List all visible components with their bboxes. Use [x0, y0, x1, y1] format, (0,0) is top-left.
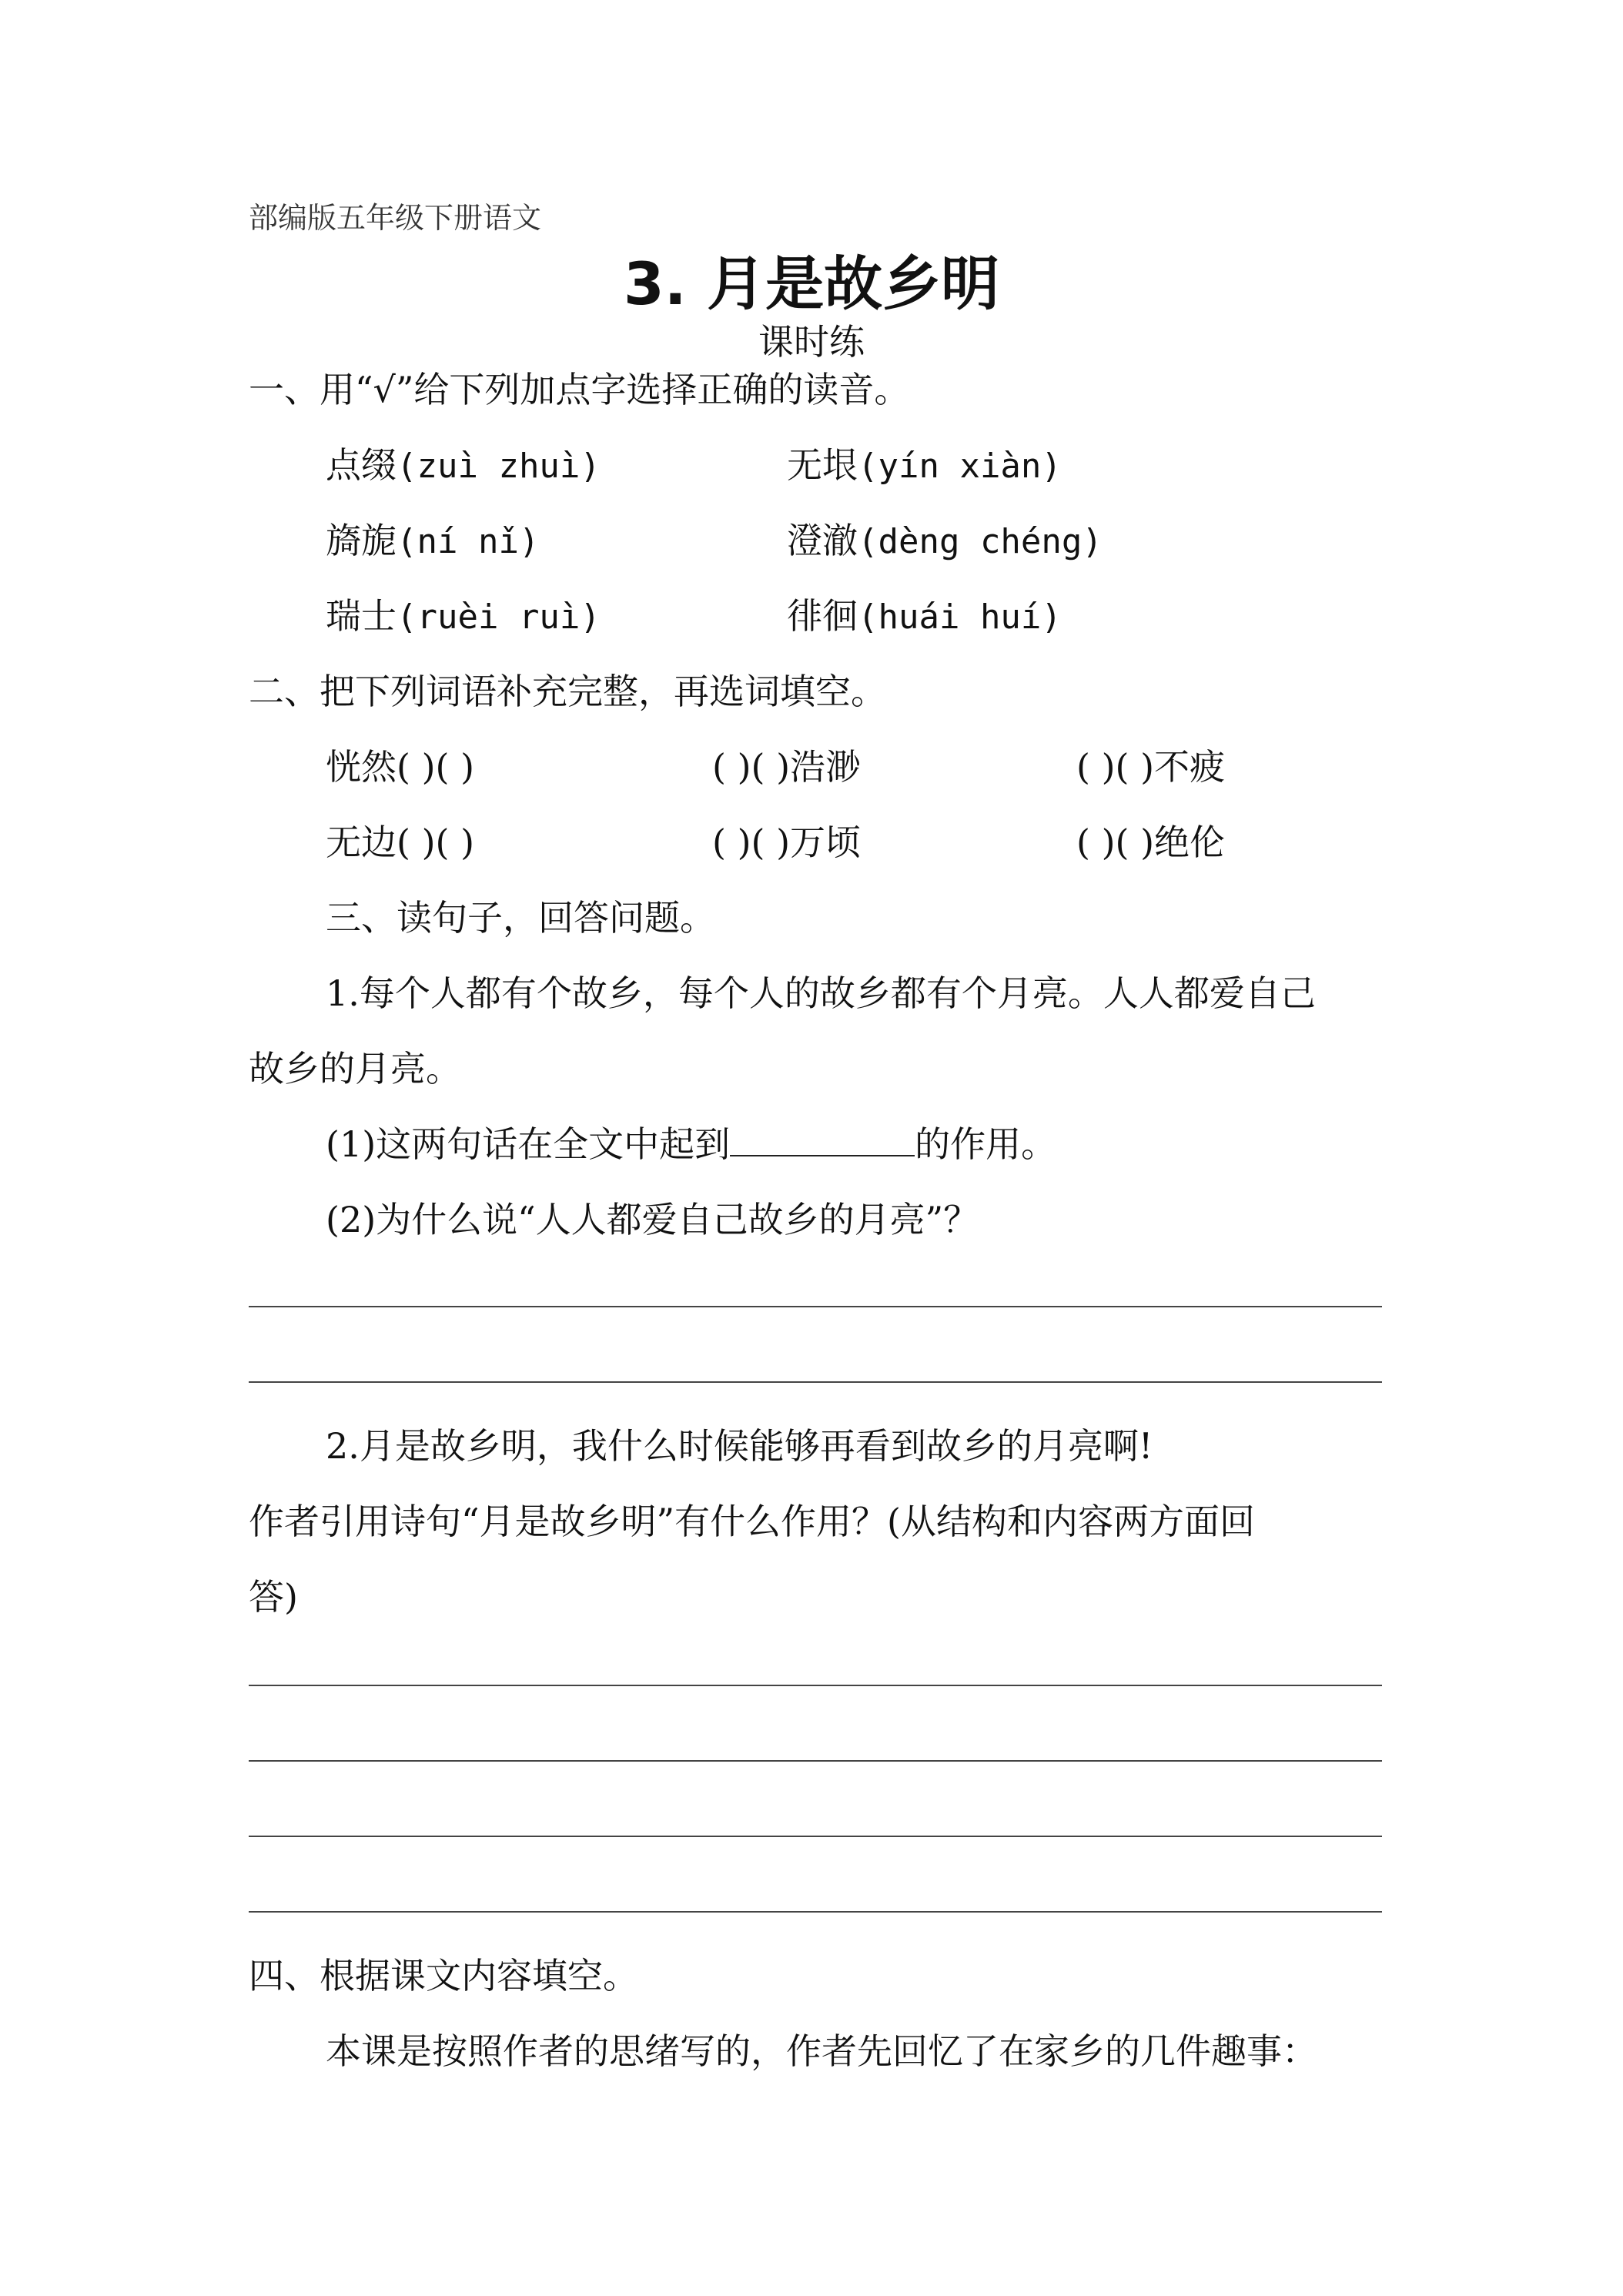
- idiom-blank: ( )( )绝伦: [1076, 822, 1226, 863]
- answer-line[interactable]: [249, 1381, 1382, 1383]
- textbook-header: 部编版五年级下册语文: [249, 201, 542, 235]
- answer-line[interactable]: [249, 1306, 1382, 1307]
- pinyin-options: (ní nǐ): [397, 522, 540, 561]
- idiom-blank: 无边( )( ): [326, 822, 475, 863]
- section1-heading: 一、用“√”给下列加点字选择正确的读音。: [249, 369, 910, 410]
- pinyin-item: [787, 442, 1062, 490]
- section3-heading: 三、读句子，回答问题。: [326, 897, 715, 939]
- pinyin-item: [326, 517, 539, 565]
- idiom-blank: ( )( )不疲: [1076, 746, 1226, 788]
- pinyin-word: 徘徊: [787, 595, 858, 637]
- pinyin-options: (dèng chéng): [858, 522, 1103, 561]
- idiom-blank: 恍然( )( ): [326, 746, 475, 788]
- answer-line[interactable]: [249, 1685, 1382, 1686]
- answer-blank[interactable]: [730, 1121, 915, 1156]
- question2-text: 2.月是故乡明，我什么时候能够再看到故乡的月亮啊!: [326, 1425, 1153, 1467]
- idiom-blank: ( )( )浩渺: [712, 746, 862, 788]
- question2-prompt-cont: 答): [249, 1576, 298, 1618]
- pinyin-options: (zuì zhuì): [397, 447, 601, 486]
- answer-line[interactable]: [249, 1836, 1382, 1837]
- pinyin-word: 澄澈: [787, 520, 858, 561]
- question2-prompt: 作者引用诗句“月是故乡明”有什么作用？(从结构和内容两方面回: [249, 1501, 1255, 1542]
- question1-text-cont: 故乡的月亮。: [249, 1048, 461, 1089]
- section4-text: 本课是按照作者的思绪写的，作者先回忆了在家乡的几件趣事：: [326, 2030, 1317, 2072]
- pinyin-options: (huái huí): [858, 597, 1062, 637]
- pinyin-word: 点缀: [326, 444, 397, 486]
- idiom-blank: ( )( )万顷: [712, 822, 862, 863]
- pinyin-word: 无垠: [787, 444, 858, 486]
- section2-heading: 二、把下列词语补充完整，再选词填空。: [249, 671, 886, 712]
- pinyin-options: (yín xiàn): [858, 447, 1062, 486]
- pinyin-item: [326, 442, 601, 490]
- page-subtitle: 课时练: [758, 321, 865, 363]
- pinyin-word: 旖旎: [326, 520, 397, 561]
- answer-line[interactable]: [249, 1911, 1382, 1913]
- section4-heading: 四、根据课文内容填空。: [249, 1955, 638, 1996]
- pinyin-word: 瑞士: [326, 595, 397, 637]
- question1-sub1: (1)这两句话在全文中起到 的作用。: [326, 1121, 1056, 1167]
- pinyin-options: (ruèi ruì): [397, 597, 601, 637]
- pinyin-item: [787, 517, 1103, 565]
- pinyin-item: [787, 593, 1062, 641]
- question1-sub2: (2)为什么说“人人都爱自己故乡的月亮”？: [326, 1199, 979, 1240]
- pinyin-item: [326, 593, 601, 641]
- answer-line[interactable]: [249, 1760, 1382, 1762]
- page-title: 3. 月是故乡明: [623, 249, 1000, 318]
- question1-text: 1.每个人都有个故乡，每个人的故乡都有个月亮。人人都爱自己: [326, 972, 1316, 1014]
